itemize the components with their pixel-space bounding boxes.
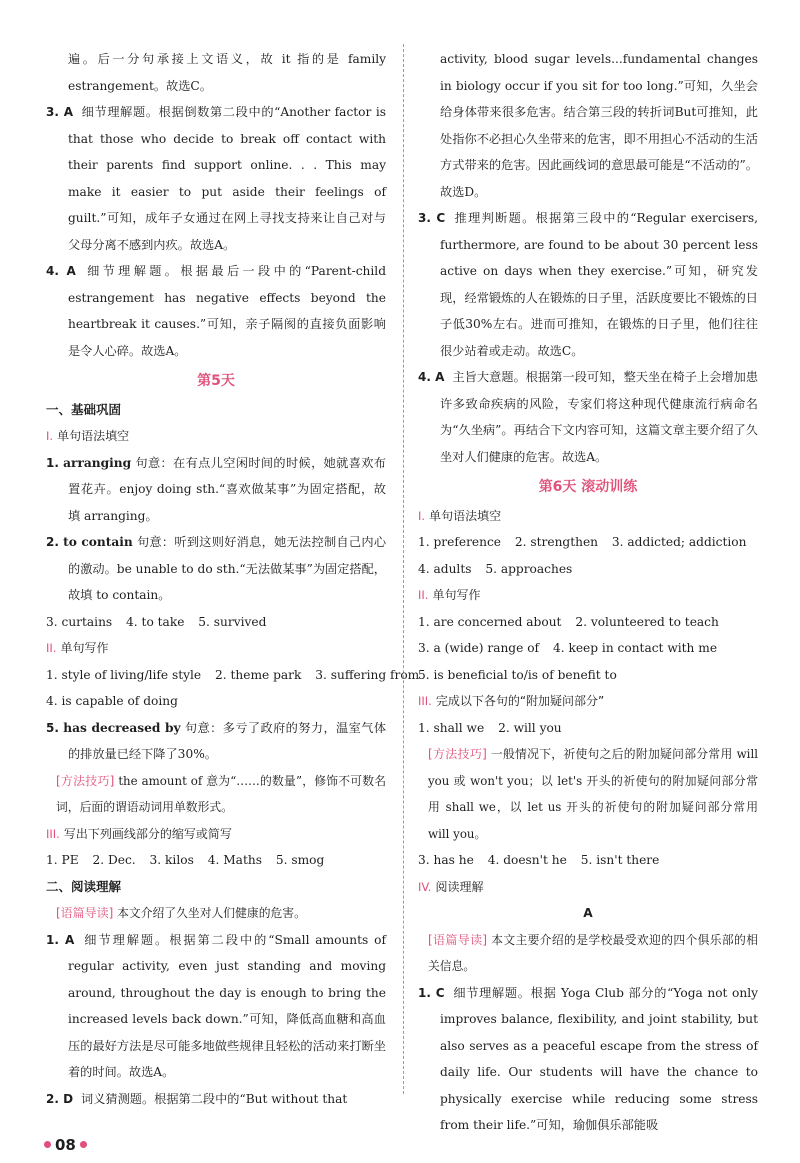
item-text: 句意：听到这则好消息，她无法控制自己内心的激动。be unable to do sth.“无法做某事”为固定搭配，故填 to contain。: [68, 535, 387, 602]
answer-cell: 4. Maths: [207, 853, 262, 867]
answer-text: 细节理解题。根据最后一段中的“Parent-child estrangement has negative effects beyond the heartbreak it causes.”可知，亲子隔阂的直接负面影响是令人心碎。故选A。: [68, 264, 387, 358]
passage-guide: [46, 900, 386, 927]
answer-text: 推理判断题。根据第三段中的“Regular exercisers, furthermore, are found to be about 30 percent less active on days when they exercise.”可知，研究发现，经常锻炼的人在锻炼的日子里，活跃度要比不锻炼的日子低30%左右。进而可推知，在锻炼的日子里，他们往往很少站着或走动。故选C。: [440, 211, 758, 358]
item-text: 句意：在有点儿空闲时间的时候，她就喜欢布置花卉。enjoy doing sth.“喜欢做某事”为固定搭配，故填 arranging。: [68, 455, 386, 523]
subsection-label: 写出下列画线部分的缩写或简写: [63, 826, 232, 841]
answer-row: [418, 715, 758, 742]
answer-number: 4. A: [418, 370, 445, 384]
continued-text: 遍。后一分句承接上文语义，故 it 指的是 family estrangement。故选C。: [68, 52, 386, 93]
answer-number: 2. D: [46, 1091, 74, 1106]
answer-cell: 2. theme park: [215, 667, 302, 682]
roman-numeral: II.: [46, 641, 57, 655]
tip-text: 一般情况下，祈使句之后的附加疑问部分常用 will you 或 won't you；以 let's 开头的祈使句的附加疑问部分常用 shall we，以 let us 开头的祈使句的附加疑问部分常用 will you。: [428, 747, 759, 841]
answer-cell: 4. keep in contact with me: [552, 641, 718, 655]
item-number: 1.: [46, 455, 59, 470]
passage-label: A: [583, 906, 593, 920]
grammar-item: [46, 529, 386, 609]
answer-cell: 4. doesn't he: [487, 853, 567, 867]
answer-item: [46, 1086, 386, 1113]
answer-cell: 3. has he: [418, 853, 474, 867]
method-tip: [46, 768, 386, 821]
answer-item: [46, 927, 386, 1086]
subsection-heading: [46, 423, 386, 450]
answer-cell: 1. preference: [418, 535, 501, 549]
day5-title: 第5天: [197, 373, 235, 389]
roman-numeral: III.: [418, 694, 432, 708]
tip-tag: [方法技巧]: [428, 747, 487, 761]
subsection-heading: [46, 821, 386, 848]
item-answer: to contain: [63, 535, 133, 549]
answer-text: 细节理解题。根据 Yoga Club 部分的“Yoga not only improves balance, flexibility, and joint stability, but also serves as a peaceful escape from the stress of daily life. Our students will have the chance to physically exercise while reducing some stress from their life.”可知，瑜伽俱乐部能吸: [440, 985, 758, 1132]
answer-cell: 1. style of living/life style: [46, 667, 202, 682]
page-number-text: 08: [55, 1136, 76, 1154]
answer-item: [46, 258, 386, 364]
answer-cell: 2. strengthen: [514, 535, 599, 549]
subsection-heading: [418, 874, 758, 901]
answer-number: 3. C: [418, 211, 446, 225]
roman-numeral: III.: [46, 826, 60, 841]
tip-tag: [方法技巧]: [56, 773, 115, 788]
answer-row: [418, 609, 758, 636]
bullet-dot-icon: [44, 1141, 51, 1148]
tip-text: the amount of 意为“……的数量”，修饰不可数名词，后面的谓语动词用单数形式。: [56, 773, 386, 814]
answer-cell: 3. a (wide) range of: [418, 641, 540, 655]
roman-numeral: I.: [46, 429, 54, 443]
subsection-label: 单句写作: [432, 588, 481, 602]
answer-cell: 2. will you: [498, 720, 562, 735]
day6-title: 第6天 滚动训练: [538, 479, 638, 495]
passage-guide: [418, 927, 758, 980]
subsection-label: 单句写作: [60, 641, 109, 655]
grammar-item: [46, 450, 386, 530]
answer-cell: 4. adults: [418, 561, 472, 576]
section-title: 一、基础巩固: [46, 401, 122, 417]
bullet-dot-icon: [80, 1141, 87, 1148]
roman-numeral: IV.: [418, 879, 432, 894]
section-title: 二、阅读理解: [46, 878, 122, 894]
answer-text: 细节理解题。根据第二段中的“Small amounts of regular activity, even just standing and moving around, throughout the day is enough to bring the increased levels back down.”可知，降低高血糖和高血压的最好方法是尽可能多地做些规律且轻松的活动来打断坐着的时间。故选A。: [68, 932, 386, 1079]
item-answer: arranging: [63, 455, 132, 470]
answer-text: 词义猜测题。根据第二段中的“But without that: [81, 1091, 348, 1106]
guide-text: 本文主要介绍的是学校最受欢迎的四个俱乐部的相关信息。: [428, 932, 758, 973]
method-tip: [418, 741, 758, 847]
subsection-label: 阅读理解: [435, 879, 484, 894]
item-number: 5.: [46, 720, 59, 735]
answer-row: [46, 847, 386, 874]
answer-row: [418, 529, 758, 556]
column-divider: [403, 44, 404, 1094]
answer-row: [46, 662, 420, 689]
answer-item: [46, 99, 386, 258]
subsection-heading: [46, 635, 386, 662]
answer-number: 1. C: [418, 985, 445, 1000]
answer-cell: 2. volunteered to teach: [575, 614, 719, 629]
answer-cell: 5. approaches: [485, 561, 573, 576]
item-number: 2.: [46, 535, 59, 549]
answer-cell: 2. Dec.: [92, 853, 136, 867]
answer-cell: 5. survived: [198, 614, 267, 629]
subsection-label: 单句语法填空: [429, 508, 502, 523]
item-answer: has decreased by: [63, 720, 181, 735]
answer-cell: 3. kilos: [149, 853, 194, 867]
answer-cell: 1. are concerned about: [418, 614, 562, 629]
answer-row: [46, 609, 386, 636]
guide-tag: [语篇导读]: [56, 906, 114, 920]
item-text: 句意：多亏了政府的努力，温室气体的排放量已经下降了30%。: [68, 720, 387, 761]
answer-item: [418, 980, 758, 1139]
answer-text: 主旨大意题。根据第一段可知，整天坐在椅子上会增加患许多致命疾病的风险，专家们将这种现代健康流行病命名为“久坐病”。再结合下文内容可知，这篇文章主要介绍了久坐对人们健康的危害。故选A。: [440, 370, 759, 464]
answer-number: 4. A: [46, 264, 76, 278]
roman-numeral: I.: [418, 508, 426, 523]
answer-row: [418, 556, 758, 583]
answer-cell: 1. PE: [46, 853, 79, 867]
answer-cell: 5. isn't there: [580, 853, 660, 867]
answer-cell: 1. shall we: [418, 720, 485, 735]
page-number: [44, 1136, 87, 1154]
writing-item: [46, 715, 386, 768]
subsection-label: 单句语法填空: [57, 429, 130, 443]
answer-number: 3. A: [46, 105, 74, 119]
answer-row: [418, 847, 758, 874]
roman-numeral: II.: [418, 588, 429, 602]
answer-item: [418, 205, 758, 364]
answer-text: 细节理解题。根据倒数第二段中的“Another factor is that those who decide to break off contact with their parents find support online. . . This may make it easier to put aside their feelings of guilt.”可知，成年子女通过在网上寻找支持来让自己对与父母分离不感到内疚。故选A。: [68, 105, 387, 252]
answer-cell: 4. to take: [126, 614, 185, 629]
answer-row: [418, 635, 758, 662]
answer-row: 4. is capable of doing: [46, 694, 178, 708]
answer-cell: 3. suffering from: [315, 667, 420, 682]
subsection-heading: [418, 688, 758, 715]
continued-text: activity, blood sugar levels...fundamental changes in biology occur if you sit for too long.”可知，久坐会给身体带来很多危害。结合第三段的转折词But可推知，此处指你不必担心久坐带来的危害，即不用担心不活动的生活方式带来的危害。因此画线词的意思最可能是“不活动的”。故选D。: [440, 52, 758, 199]
answer-cell: 5. smog: [275, 853, 325, 867]
subsection-heading: [418, 582, 758, 609]
answer-cell: 3. curtains: [46, 614, 113, 629]
left-column: [46, 46, 420, 1112]
right-column: [418, 46, 758, 1139]
guide-text: 本文介绍了久坐对人们健康的危害。: [117, 906, 306, 920]
answer-number: 1. A: [46, 932, 75, 947]
answer-cell: 3. addicted; addiction: [611, 535, 747, 549]
guide-tag: [语篇导读]: [428, 932, 488, 947]
answer-row: 5. is beneficial to/is of benefit to: [418, 667, 617, 682]
subsection-heading: [418, 503, 758, 530]
answer-item: [418, 364, 758, 470]
subsection-label: 完成以下各句的“附加疑问部分”: [435, 694, 605, 708]
